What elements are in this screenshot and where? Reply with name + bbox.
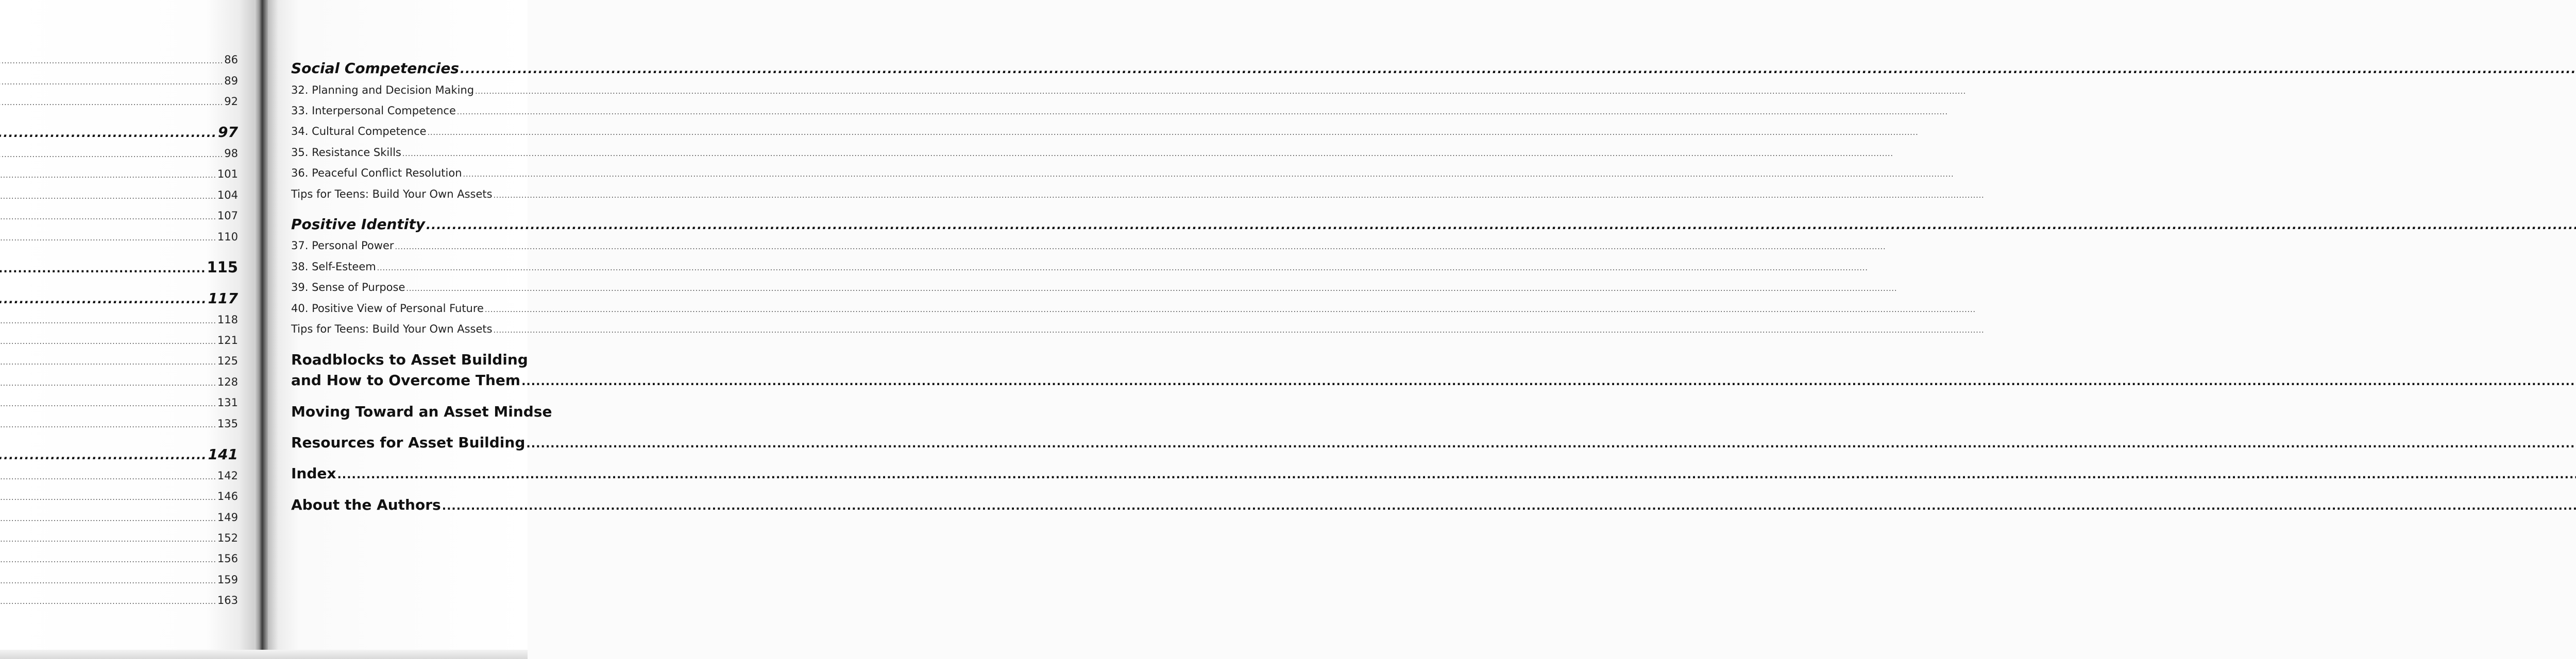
toc-entry-label: 35. Resistance Skills	[291, 146, 401, 159]
toc-entry[interactable]	[0, 470, 238, 482]
toc-entry-page: 159	[217, 574, 238, 586]
toc-entry-label: Index	[291, 465, 336, 482]
left-page	[0, 0, 258, 659]
leader-dots	[395, 243, 1886, 251]
toc-entry[interactable]	[0, 418, 238, 430]
toc-entry-label: Tips for Teens: Build Your Own Assets	[291, 323, 493, 335]
leader-dots	[0, 78, 223, 86]
toc-entry[interactable]	[291, 239, 559, 252]
toc-entry[interactable]	[291, 146, 559, 159]
leader-dots	[526, 438, 2576, 450]
toc-entry-page: 118	[217, 314, 238, 326]
toc-entry-page: 149	[217, 511, 238, 524]
leader-dots	[377, 264, 1868, 272]
toc-entry-page: 115	[207, 258, 238, 276]
toc-entry-label: 40. Positive View of Personal Future	[291, 302, 484, 315]
leader-dots	[0, 317, 216, 325]
leader-dots	[494, 192, 1985, 200]
leader-dots	[426, 218, 2576, 232]
leader-dots	[0, 193, 216, 201]
toc-entry-page: 89	[224, 75, 238, 87]
leader-dots	[0, 494, 216, 502]
right-page	[268, 0, 552, 659]
toc-chapter-roadblocks-line1[interactable]: Roadblocks to Asset Building	[291, 351, 528, 368]
leader-dots	[0, 234, 216, 242]
leader-dots	[0, 292, 207, 306]
toc-section-heading[interactable]	[291, 60, 559, 77]
toc-entry[interactable]	[0, 231, 238, 243]
leader-dots	[0, 515, 216, 523]
toc-entry-page: 142	[217, 470, 238, 482]
leader-dots	[475, 88, 1966, 96]
toc-entry[interactable]	[0, 210, 238, 222]
toc-entry-label: 34. Cultural Competence	[291, 125, 427, 137]
toc-entry-page: 101	[217, 168, 238, 180]
toc-part-heading[interactable]	[0, 258, 238, 276]
toc-entry[interactable]	[0, 147, 238, 160]
toc-entry-page: 125	[217, 355, 238, 367]
toc-entry-label: 39. Sense of Purpose	[291, 281, 405, 293]
page-bottom-edge	[0, 650, 528, 659]
leader-dots	[337, 469, 2576, 481]
toc-chapter-about[interactable]	[291, 496, 559, 513]
toc-entry-page: 156	[217, 552, 238, 565]
toc-entry-page: 146	[217, 490, 238, 502]
toc-entry[interactable]	[0, 594, 238, 606]
toc-entry[interactable]	[0, 189, 238, 201]
leader-dots	[485, 306, 1976, 314]
toc-entry-label: 36. Peaceful Conflict Resolution	[291, 167, 462, 179]
toc-entry[interactable]	[291, 105, 559, 117]
toc-section-heading[interactable]	[0, 446, 238, 463]
toc-entry[interactable]	[0, 376, 238, 388]
leader-dots	[428, 129, 1919, 137]
toc-entry-page: 152	[217, 532, 238, 544]
toc-entry-page: 110	[217, 231, 238, 243]
toc-entry-label: 32. Planning and Decision Making	[291, 84, 474, 96]
toc-entry[interactable]	[291, 188, 559, 200]
toc-entry[interactable]	[0, 552, 238, 565]
toc-entry-label: 38. Self-Esteem	[291, 261, 376, 273]
leader-dots	[0, 358, 216, 367]
toc-entry[interactable]	[291, 261, 559, 273]
leader-dots	[0, 171, 216, 180]
toc-entry[interactable]	[0, 355, 238, 367]
toc-entry[interactable]	[291, 281, 559, 293]
toc-entry-label: About the Authors	[291, 496, 441, 513]
leader-dots	[0, 535, 216, 544]
leader-dots	[442, 500, 2576, 513]
toc-entry-page: 92	[224, 95, 238, 108]
toc-entry[interactable]	[291, 125, 559, 137]
toc-entry[interactable]	[0, 54, 238, 66]
toc-entry-page: 107	[217, 210, 238, 222]
toc-entry[interactable]	[0, 574, 238, 586]
toc-entry-label: Positive Identity	[291, 216, 425, 233]
leader-dots	[0, 448, 207, 462]
leader-dots	[460, 62, 2576, 76]
leader-dots	[0, 379, 216, 388]
toc-chapter-roadblocks-line2[interactable]	[291, 372, 559, 389]
toc-entry[interactable]	[0, 532, 238, 544]
toc-section-heading[interactable]	[0, 290, 238, 307]
toc-entry-page: 163	[217, 594, 238, 606]
leader-dots	[0, 421, 216, 429]
toc-entry[interactable]	[0, 314, 238, 326]
leader-dots	[0, 263, 206, 275]
leader-dots	[0, 99, 223, 107]
toc-chapter-index[interactable]	[291, 465, 559, 482]
leader-dots	[457, 108, 1948, 116]
toc-entry[interactable]	[0, 334, 238, 346]
leader-dots	[0, 598, 216, 606]
toc-entry-label: 33. Interpersonal Competence	[291, 105, 456, 117]
leader-dots	[0, 577, 216, 585]
toc-entry-page: 98	[224, 147, 238, 160]
leader-dots	[521, 375, 2576, 388]
toc-entry[interactable]	[291, 84, 559, 96]
toc-entry-page: 141	[208, 446, 238, 463]
toc-entry-label: Resources for Asset Building	[291, 434, 526, 451]
toc-entry-page: 135	[217, 418, 238, 430]
leader-dots	[0, 213, 216, 221]
toc-entry-page: 97	[218, 124, 238, 141]
leader-dots	[0, 400, 216, 408]
toc-entry[interactable]	[0, 396, 238, 409]
leader-dots	[0, 338, 216, 346]
toc-entry[interactable]	[0, 95, 238, 108]
leader-dots	[0, 473, 216, 481]
toc-entry-page: 86	[224, 54, 238, 66]
toc-entry[interactable]	[0, 490, 238, 502]
toc-entry[interactable]	[0, 168, 238, 180]
toc-entry-label: 37. Personal Power	[291, 239, 394, 252]
toc-entry[interactable]	[0, 75, 238, 87]
toc-entry[interactable]	[291, 167, 559, 179]
leader-dots	[0, 151, 223, 159]
toc-entry-page: 128	[217, 376, 238, 388]
toc-entry-page: 121	[217, 334, 238, 346]
toc-section-heading[interactable]	[291, 216, 559, 233]
toc-entry[interactable]	[291, 323, 559, 335]
leader-dots	[0, 126, 217, 140]
leader-dots	[0, 556, 216, 564]
leader-dots	[494, 326, 1985, 335]
toc-entry-page: 131	[217, 396, 238, 409]
leader-dots	[463, 170, 1954, 179]
toc-entry[interactable]	[291, 302, 559, 315]
leader-dots	[406, 285, 1897, 293]
toc-entry-label: and How to Overcome Them	[291, 372, 521, 389]
toc-entry-page: 117	[208, 290, 238, 307]
toc-chapter-moving[interactable]: Moving Toward an Asset Mindse	[291, 403, 552, 420]
leader-dots	[0, 57, 223, 65]
toc-entry-label: Social Competencies	[291, 60, 459, 77]
toc-section-heading[interactable]	[0, 124, 238, 141]
toc-entry-label: Tips for Teens: Build Your Own Assets	[291, 188, 493, 200]
toc-entry-page: 104	[217, 189, 238, 201]
toc-chapter-resources[interactable]	[291, 434, 559, 451]
toc-entry[interactable]	[0, 511, 238, 524]
leader-dots	[402, 150, 1893, 158]
